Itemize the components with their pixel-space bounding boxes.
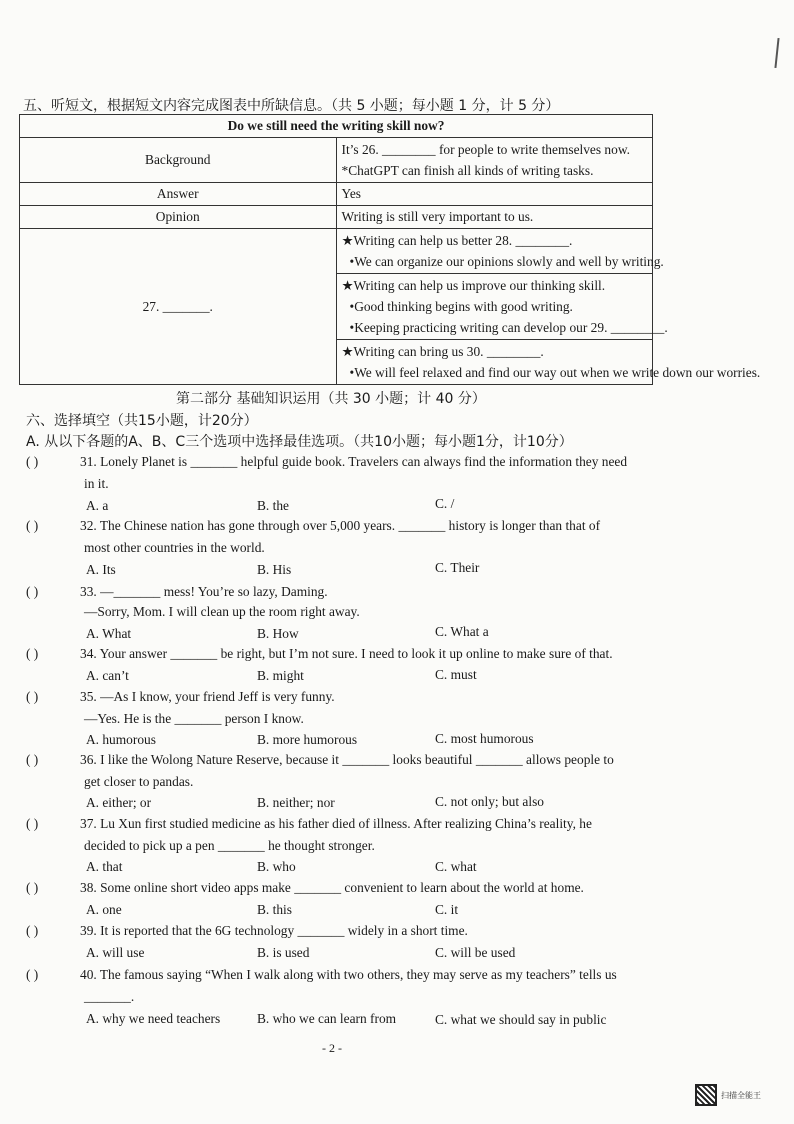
- question-39: [26, 923, 468, 939]
- reason3-main: ★Writing can bring us 30. ________.: [341, 344, 544, 359]
- question-stem: 37. Lu Xun first studied medicine as his father died of illness. After realizing China’s reality, he: [80, 816, 592, 831]
- opinion-label: Opinion: [20, 206, 337, 229]
- answer-bracket[interactable]: ( ): [26, 518, 39, 533]
- question-stem-cont: in it.: [84, 476, 109, 491]
- option-a[interactable]: A. that: [86, 859, 123, 874]
- table-title: Do we still need the writing skill now?: [20, 115, 653, 138]
- page-number: - 2 -: [322, 1041, 342, 1055]
- question-stem: 36. I like the Wolong Nature Reserve, because it _______ looks beautiful _______ allows people to: [80, 752, 614, 767]
- reason2-sub1: •Good thinking begins with good writing.: [349, 299, 573, 314]
- question-31: [26, 454, 627, 470]
- answer-value: Yes: [336, 183, 653, 206]
- reason2-sub2: •Keeping practicing writing can develop our 29. ________.: [349, 320, 668, 335]
- option-b[interactable]: B. who: [257, 859, 296, 874]
- reason2-main: ★Writing can help us improve our thinking skill.: [341, 278, 606, 293]
- question-stem-cont: most other countries in the world.: [84, 540, 265, 555]
- option-b[interactable]: B. His: [257, 562, 292, 577]
- option-c[interactable]: C. will be used: [435, 945, 516, 960]
- question-34: [26, 646, 613, 662]
- option-a[interactable]: A. one: [86, 902, 122, 917]
- section5-heading: 五、听短文，根据短文内容完成图表中所缺信息。（共 5 小题；每小题 1 分，计 5 分）: [23, 98, 560, 114]
- question-40: [26, 967, 617, 983]
- question-stem: 32. The Chinese nation has gone through over 5,000 years. _______ history is longer than that of: [80, 518, 601, 533]
- section6-sub-a: A. 从以下各题的A、B、C三个选项中选择最佳选项。（共10小题；每小题1分，计10分）: [26, 434, 573, 450]
- option-c[interactable]: C. what: [435, 859, 477, 874]
- option-b[interactable]: B. might: [257, 668, 304, 683]
- option-b[interactable]: B. the: [257, 498, 289, 513]
- option-b[interactable]: B. is used: [257, 945, 310, 960]
- option-c[interactable]: C. what we should say in public: [435, 1012, 607, 1027]
- scan-mark: [774, 38, 779, 68]
- background-label: Background: [20, 138, 337, 183]
- q27-label: 27. _______.: [20, 229, 337, 385]
- background-line2: *ChatGPT can finish all kinds of writing tasks.: [341, 163, 594, 178]
- option-c[interactable]: C. Their: [435, 560, 480, 575]
- scanner-stamp: [695, 1082, 781, 1108]
- option-c[interactable]: C. must: [435, 667, 477, 682]
- listening-table: [19, 114, 761, 385]
- option-a[interactable]: A. Its: [86, 562, 116, 577]
- option-c[interactable]: C. it: [435, 902, 459, 917]
- option-a[interactable]: A. will use: [86, 945, 145, 960]
- question-32: [26, 518, 600, 534]
- answer-bracket[interactable]: ( ): [26, 923, 39, 938]
- question-stem-cont: —Yes. He is the _______ person I know.: [84, 711, 304, 726]
- option-a[interactable]: A. can’t: [86, 668, 129, 683]
- opinion-value: Writing is still very important to us.: [336, 206, 653, 229]
- question-stem-cont: decided to pick up a pen _______ he thought stronger.: [84, 838, 375, 853]
- question-38: [26, 880, 584, 896]
- qr-code-icon: [695, 1084, 717, 1106]
- reason1-main: ★Writing can help us better 28. ________.: [341, 233, 573, 248]
- option-b[interactable]: B. more humorous: [257, 732, 358, 747]
- option-a[interactable]: A. humorous: [86, 732, 156, 747]
- question-37: [26, 816, 592, 832]
- question-stem: 40. The famous saying “When I walk along with two others, they may serve as my teachers” tells us: [80, 967, 617, 982]
- question-stem: 39. It is reported that the 6G technology _______ widely in a short time.: [80, 923, 468, 938]
- answer-bracket[interactable]: ( ): [26, 689, 39, 704]
- answer-bracket[interactable]: ( ): [26, 967, 39, 982]
- stamp-label: 扫描全能王: [721, 1090, 761, 1100]
- section6-heading: 六、选择填空（共15小题，计20分）: [26, 413, 258, 429]
- reason3-sub: •We will feel relaxed and find our way out when we write down our worries.: [349, 365, 761, 380]
- option-b[interactable]: B. neither; nor: [257, 795, 335, 810]
- option-c[interactable]: C. What a: [435, 624, 489, 639]
- answer-bracket[interactable]: ( ): [26, 584, 39, 599]
- question-33: [26, 584, 328, 600]
- reason1-sub: •We can organize our opinions slowly and well by writing.: [349, 254, 664, 269]
- option-c[interactable]: C. most humorous: [435, 731, 534, 746]
- option-a[interactable]: A. a: [86, 498, 109, 513]
- answer-label: Answer: [20, 183, 337, 206]
- question-stem: 33. —_______ mess! You’re so lazy, Daming.: [80, 584, 328, 599]
- answer-bracket[interactable]: ( ): [26, 880, 39, 895]
- question-stem: 38. Some online short video apps make _______ convenient to learn about the world at home.: [80, 880, 584, 895]
- option-a[interactable]: A. why we need teachers: [86, 1011, 221, 1026]
- answer-bracket[interactable]: ( ): [26, 454, 39, 469]
- option-a[interactable]: A. What: [86, 626, 132, 641]
- answer-bracket[interactable]: ( ): [26, 752, 39, 767]
- question-35: [26, 689, 335, 705]
- option-b[interactable]: B. this: [257, 902, 292, 917]
- question-stem-cont: get closer to pandas.: [84, 774, 194, 789]
- option-a[interactable]: A. either; or: [86, 795, 152, 810]
- question-stem: 31. Lonely Planet is _______ helpful guide book. Travelers can always find the information they need: [80, 454, 628, 469]
- part2-heading: 第二部分 基础知识运用（共 30 小题；计 40 分）: [176, 391, 486, 407]
- option-b[interactable]: B. How: [257, 626, 299, 641]
- option-c[interactable]: C. not only; but also: [435, 794, 544, 809]
- question-stem: 34. Your answer _______ be right, but I’m not sure. I need to look it up online to make sure of that.: [80, 646, 613, 661]
- question-stem: 35. —As I know, your friend Jeff is very funny.: [80, 689, 335, 704]
- answer-bracket[interactable]: ( ): [26, 816, 39, 831]
- option-c[interactable]: C. /: [435, 496, 455, 511]
- question-stem-cont: _______.: [84, 989, 135, 1004]
- background-line1: It’s 26. ________ for people to write themselves now.: [341, 142, 630, 157]
- question-36: [26, 752, 614, 768]
- question-stem-cont: —Sorry, Mom. I will clean up the room right away.: [84, 604, 360, 619]
- answer-bracket[interactable]: ( ): [26, 646, 39, 661]
- option-b[interactable]: B. who we can learn from: [257, 1011, 397, 1026]
